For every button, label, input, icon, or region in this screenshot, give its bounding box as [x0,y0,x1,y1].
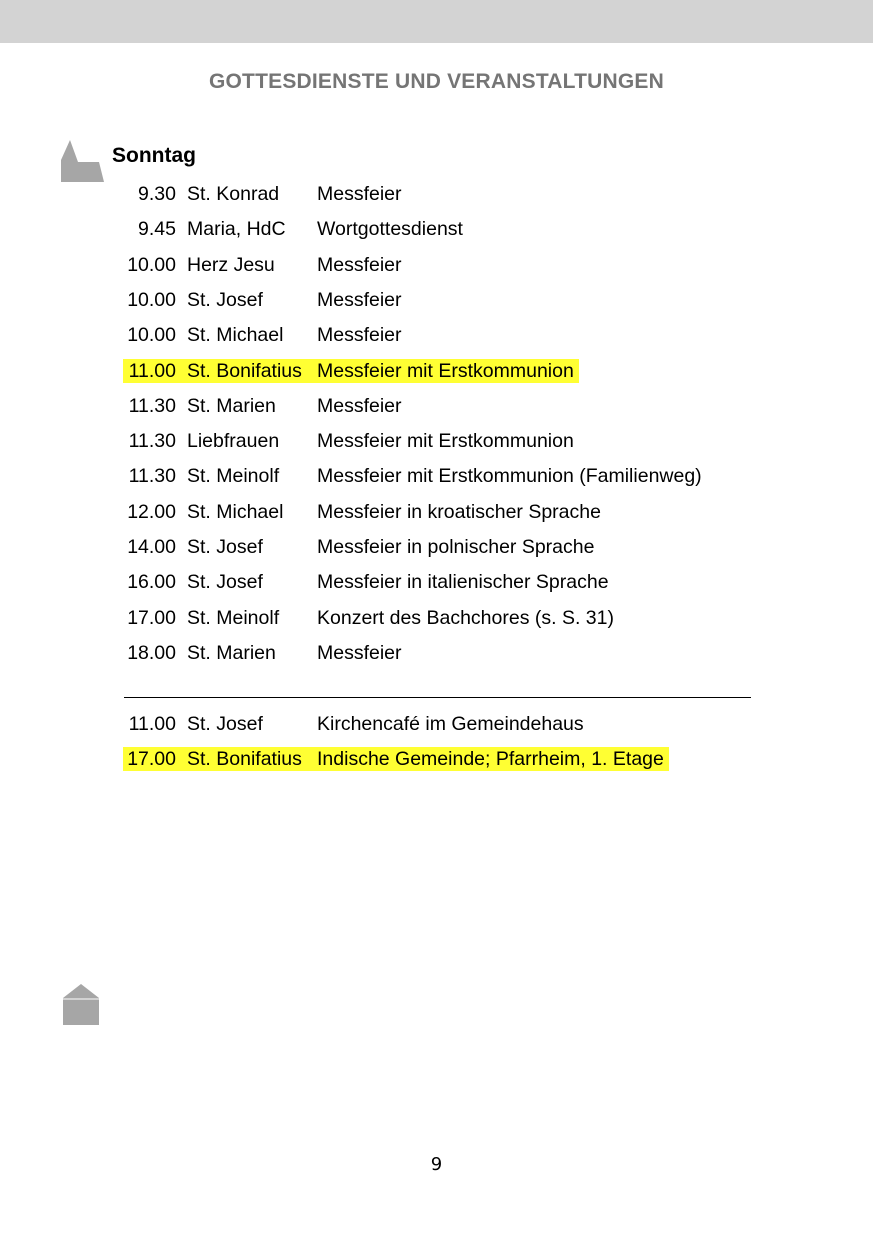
row-event: Kirchencafé im Gemeindehaus [317,713,584,735]
row-event: Messfeier [317,253,402,276]
row-time: 17.00 [127,606,176,629]
schedule-row [0,179,873,209]
row-time: 11.30 [128,430,176,453]
row-time: 11.00 [128,359,176,382]
row-place: St. Bonifatius [187,359,302,382]
day-heading: Sonntag [112,144,196,167]
top-header-bar [0,0,873,43]
row-place: Liebfrauen [187,430,280,453]
row-event: Messfeier [317,324,402,347]
row-place: St. Meinolf [187,465,280,488]
row-time: 17.00 [127,748,176,771]
row-time: 14.00 [127,536,176,558]
row-place: St. Meinolf [187,606,280,629]
row-place: St. Michael [187,324,284,347]
row-event: Indische Gemeinde; Pfarrheim, 1. Etage [317,748,664,771]
schedule-row [0,532,873,562]
row-event: Messfeier in italienischer Sprache [317,571,609,594]
row-event: Messfeier [317,183,402,205]
row-event: Messfeier mit Erstkommunion [317,359,574,382]
row-event: Messfeier mit Erstkommunion [317,430,574,453]
row-time: 9.30 [138,183,176,205]
schedule-row [0,250,873,280]
row-place: St. Marien [187,394,276,417]
row-event: Messfeier in kroatischer Sprache [317,500,601,523]
row-place: St. Michael [187,500,284,523]
row-event: Wortgottesdienst [317,218,463,241]
row-time: 10.00 [127,324,176,347]
schedule-row [0,320,873,350]
section-divider [124,697,751,698]
row-time: 10.00 [127,253,176,276]
row-place: St. Konrad [187,183,280,205]
row-place: Herz Jesu [187,253,275,276]
row-place: St. Josef [187,288,263,311]
schedule-row [0,391,873,421]
row-time: 16.00 [127,571,176,594]
row-time: 11.30 [128,465,176,488]
row-place: Maria, HdC [187,218,286,241]
row-place: St. Bonifatius [187,748,302,771]
row-place: St. Marien [187,641,276,664]
row-event: Messfeier [317,641,402,664]
row-place: St. Josef [187,713,263,735]
schedule-row [0,214,873,244]
schedule-row [0,603,873,633]
schedule-row [0,497,873,527]
row-event: Messfeier [317,288,402,311]
schedule-row [0,461,873,491]
schedule-row [0,709,873,739]
row-time: 12.00 [127,500,176,523]
schedule-row [0,285,873,315]
schedule-row [0,426,873,456]
row-event: Messfeier in polnischer Sprache [317,536,595,558]
church-icon [58,140,106,184]
schedule-row [0,744,873,774]
schedule-row [0,638,873,668]
row-time: 18.00 [127,641,176,664]
row-time: 9.45 [138,218,176,241]
row-place: St. Josef [187,571,263,594]
page-number: 9 [430,1154,443,1175]
row-time: 11.30 [128,394,176,417]
schedule-row [0,567,873,597]
row-time: 11.00 [128,713,176,735]
row-place: St. Josef [187,536,263,558]
schedule-row [0,356,873,386]
page-title: GOTTESDIENSTE UND VERANSTALTUNGEN [208,70,664,93]
row-time: 10.00 [127,288,176,311]
house-icon [62,984,100,1026]
row-event: Konzert des Bachchores (s. S. 31) [317,606,614,629]
row-event: Messfeier mit Erstkommunion (Familienweg) [317,465,702,488]
row-event: Messfeier [317,394,402,417]
